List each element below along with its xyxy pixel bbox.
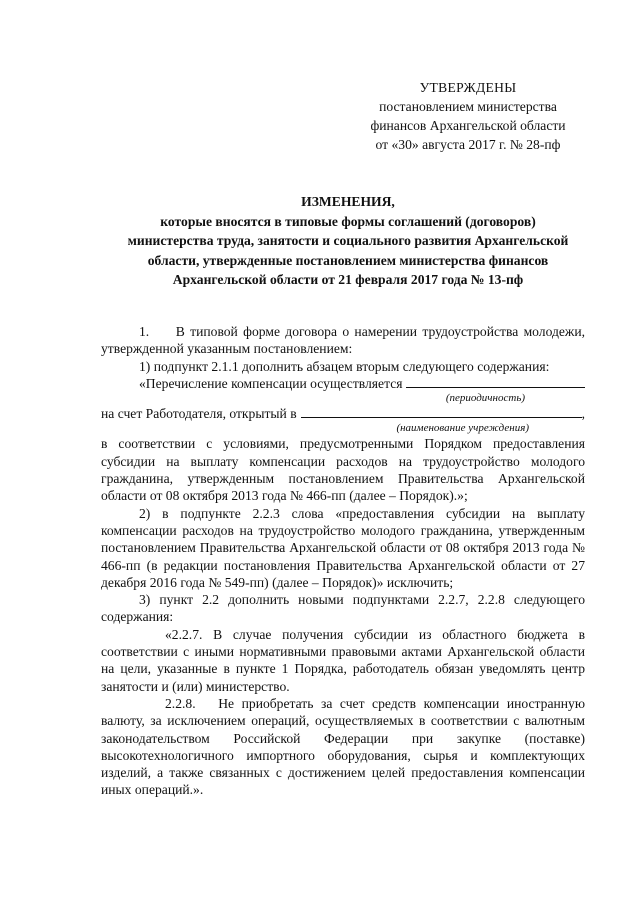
paragraph-conditions: в соответствии с условиями, предусмотренными Порядком предоставления субсидии на выплату компенсации расходов на трудоустройство молодого гражданина, утвержденным постановлением Правительства Архангельской области от 08 октября 2013 года № 466-пп (далее – Порядок).»; [101, 436, 585, 504]
title-line: которые вносятся в типовые формы соглашений (договоров) [160, 213, 536, 229]
paragraph-2-2-7: «2.2.7. В случае получения субсидии из областного бюджета в соответствии с иными нормативными правовыми актами Архангельской области на цели, указанные в пункте 1 Порядка, работодатель обязан уведомлять центр занятости и (или) министерство. [101, 626, 585, 694]
institution-caption: (наименование учреждения) [396, 422, 529, 435]
paragraph-subitem-3: 3) пункт 2.2 дополнить новыми подпунктами 2.2.7, 2.2.8 следующего содержания: [101, 592, 585, 625]
document-body [101, 323, 585, 799]
title-heading: ИЗМЕНЕНИЯ, [301, 194, 395, 209]
institution-blank-line [301, 405, 582, 418]
paragraph-2-2-8: 2.2.8. Не приобретать за счет средств компенсации иностранную валюту, за исключением операций, осуществляемых в соответствии с валютным законодательством Российской Федерации при закупке (поставке) высокотехнологичного импортного оборудования, сырья и комплектующих изделий, а также связанных с достижением целей предоставления компенсации иных операций.». [101, 695, 585, 798]
approval-line: финансов Архангельской области [370, 118, 566, 133]
periodicity-field [101, 375, 585, 405]
document-title [96, 192, 600, 290]
paragraph-subitem-1: 1) подпункт 2.1.1 дополнить абзацем вторым следующего содержания: [139, 358, 550, 374]
approval-stamp [352, 78, 584, 154]
institution-comma: , [581, 406, 585, 422]
title-line: министерства труда, занятости и социального развития Архангельской [127, 233, 569, 249]
title-line: области, утвержденные постановлением министерства финансов [147, 252, 549, 268]
paragraph-item-1: 1. В типовой форме договора о намерении трудоустройства молодежи, утвержденной указанным постановлением: [101, 324, 585, 357]
title-line: Архангельской области от 21 февраля 2017 года № 13-пф [172, 272, 524, 288]
periodicity-blank-line [406, 375, 585, 388]
paragraph-subitem-2: 2) в подпункте 2.2.3 слова «предоставления субсидии на выплату компенсации расходов на трудоустройство молодого гражданина, утвержденным постановлением Правительства Архангельской области от 08 октября 2013 года № 466-пп (в редакции постановления Правительства Архангельской области от 27 декабря 2016 года № 549-пп) (далее – Порядок)» исключить; [101, 505, 585, 590]
approval-line: постановлением министерства [379, 99, 557, 114]
approval-date: от «30» августа 2017 г. № 28-пф [375, 137, 561, 152]
approval-heading: УТВЕРЖДЕНЫ [419, 80, 517, 95]
institution-field [101, 405, 585, 435]
periodicity-caption: (периодичность) [445, 392, 525, 405]
institution-label: на счет Работодателя, открытый в [101, 406, 297, 422]
periodicity-label: «Перечисление компенсации осуществляется [139, 375, 403, 391]
